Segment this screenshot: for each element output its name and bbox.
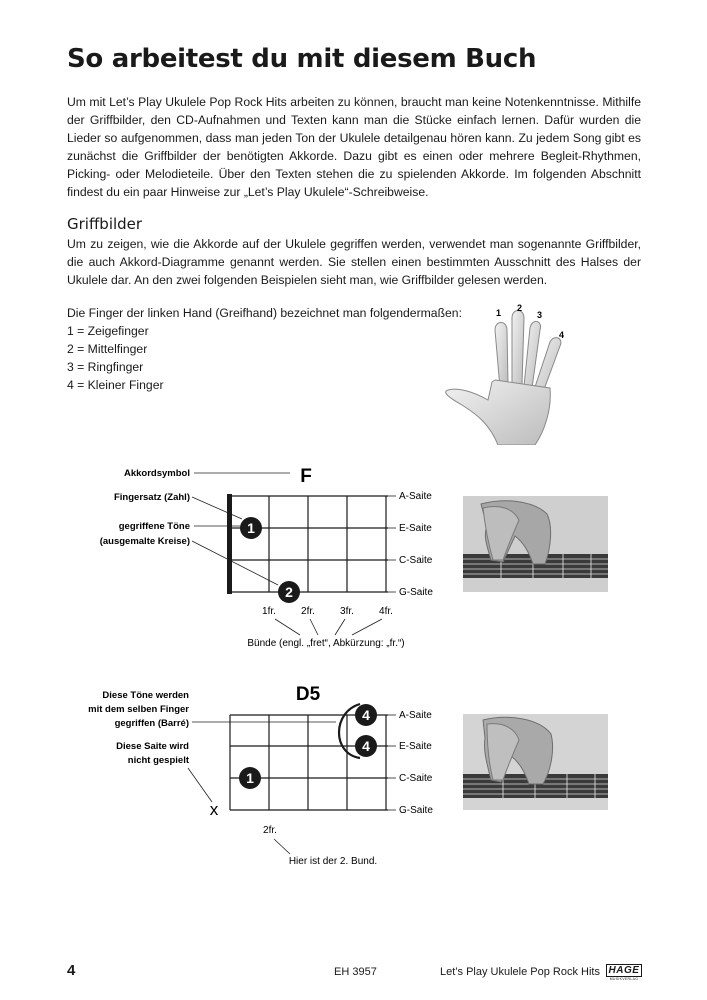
muted-string-mark: x [209, 800, 219, 819]
finger-list [67, 304, 462, 394]
string-label: E-Saite [399, 741, 432, 752]
string-label: E-Saite [399, 523, 432, 534]
label-muted-string: nicht gespielt [127, 755, 189, 766]
label-barre: gegriffen (Barré) [114, 718, 189, 729]
logo-subtext: MUSIKVERLAG [609, 977, 639, 981]
chord-name: F [300, 466, 312, 487]
string-label: C-Saite [399, 555, 433, 566]
string-label: C-Saite [399, 773, 433, 784]
page-title: So arbeitest du mit diesem Buch [67, 44, 537, 74]
label-barre: mit dem selben Finger [88, 704, 189, 715]
string-label: A-Saite [399, 710, 432, 721]
nut [227, 494, 232, 594]
section-heading: Griffbilder [67, 215, 143, 233]
intro-paragraph: Um mit Let’s Play Ukulele Pop Rock Hits arbeiten zu können, braucht man keine Notenkenntnisse. Mithilfe der Griffbilder, den CD-Aufnahmen und Texten kann man die Stücke einfach lernen. Dafür wurden die Lieder so aufgenommen, dass man jeden Ton der Ukulele detailgenau hören kann. Zu jedem Song gibt es zunächst die Griffbilder der benötigten Akkorde. Dazu gibt es einen oder mehrere Begleit-Rhythmen, Picking- oder Melodieteile. Über den Texten stehen die zu spielenden Akkorde. Im folgenden Abschnitt findest du ein paar Hinweise zur „Let’s Play Ukulele“-Schreibweise. [67, 95, 641, 199]
photo-d5-chord [463, 714, 608, 810]
hand-number: 4 [559, 330, 565, 340]
finger-item: 1 = Zeigefinger [67, 324, 149, 338]
fret-label: 4fr. [379, 606, 393, 617]
photo-f-chord [463, 496, 608, 592]
chord-name: D5 [295, 684, 321, 705]
fret-label: 3fr. [340, 606, 354, 617]
label-muted-string: Diese Saite wird [116, 741, 189, 752]
finger-item: 2 = Mittelfinger [67, 342, 148, 356]
footer-code: EH 3957 [334, 966, 377, 978]
finger-item: 4 = Kleiner Finger [67, 378, 164, 392]
string-label: G-Saite [399, 587, 433, 598]
hand-number: 1 [496, 308, 502, 318]
fret-label: 2fr. [263, 825, 277, 836]
label-filled-circles: (ausgemalte Kreise) [99, 536, 190, 547]
fret-label: 2fr. [301, 606, 315, 617]
hand-number: 2 [517, 303, 523, 313]
label-fretted-tones: gegriffene Töne [118, 521, 190, 532]
finger-dot-number: 4 [362, 738, 370, 754]
page-number: 4 [67, 962, 76, 979]
label-fingering: Fingersatz (Zahl) [113, 492, 190, 503]
string-label: G-Saite [399, 805, 433, 816]
finger-dot-number: 1 [246, 770, 254, 786]
frets-caption: Bünde (engl. „fret“, Abkürzung: „fr.“) [247, 638, 405, 649]
fret-label: 1fr. [262, 606, 276, 617]
logo-text: HAGE [606, 964, 642, 977]
hand-illustration [440, 300, 590, 445]
finger-item: 3 = Ringfinger [67, 360, 144, 374]
fret-caption: Hier ist der 2. Bund. [288, 856, 378, 867]
finger-intro: Die Finger der linken Hand (Greifhand) bezeichnet man folgendermaßen: [67, 306, 462, 320]
finger-dot-number: 2 [285, 584, 293, 600]
string-label: A-Saite [399, 491, 432, 502]
chord-diagram-d5 [0, 676, 460, 876]
chord-diagram-f [0, 455, 460, 655]
label-barre: Diese Töne werden [102, 690, 189, 701]
finger-dot-number: 4 [362, 707, 370, 723]
footer-book-title: Let’s Play Ukulele Pop Rock Hits [440, 966, 600, 978]
label-chord-symbol: Akkordsymbol [124, 468, 190, 479]
finger-dot-number: 1 [247, 520, 255, 536]
section-paragraph: Um zu zeigen, wie die Akkorde auf der Ukulele gegriffen werden, verwendet man sogenannte Griffbilder, die auch Akkord-Diagramme genannt werden. Sie stellen einen bestimmten Ausschnitt des Halses der Ukulele dar. An den zwei folgenden Beispielen sieht man, wie Griffbilder gelesen werden. [67, 237, 641, 287]
hand-number: 3 [537, 310, 543, 320]
publisher-logo [606, 964, 642, 982]
